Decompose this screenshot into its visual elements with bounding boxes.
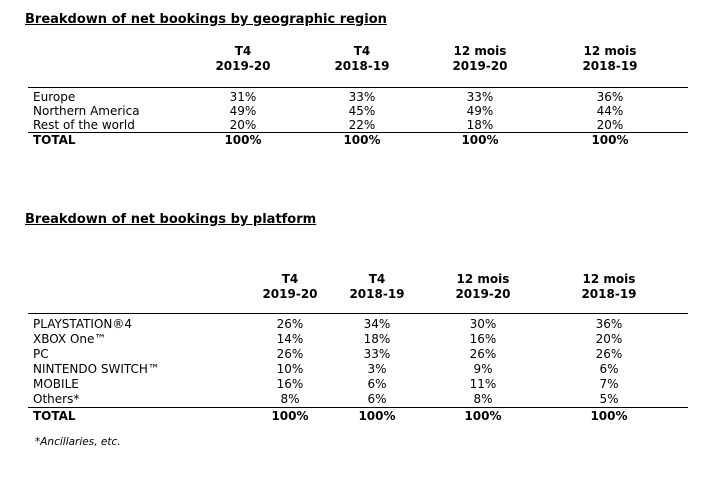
table-cell: 6% — [599, 362, 619, 376]
table-cell: 20% — [595, 332, 623, 346]
platform-values-col-4 — [559, 317, 659, 407]
table-cell: 18% — [466, 118, 494, 132]
header-line-2: 2019-20 — [262, 287, 318, 301]
region-total-cell: 100% — [461, 133, 499, 147]
header-line-1: T4 — [353, 44, 371, 58]
header-line-1: 12 mois — [582, 272, 636, 286]
table-cell: 6% — [367, 392, 387, 406]
region-total-cell: 100% — [343, 133, 381, 147]
platform-values-col-2 — [332, 317, 422, 407]
header-line-2: 2018-19 — [582, 59, 638, 73]
header-line-2: 2019-20 — [215, 59, 271, 73]
platform-header-col-4 — [559, 272, 659, 302]
platform-header-col-1 — [245, 272, 335, 302]
platform-total-rule — [28, 407, 688, 408]
platform-header-col-3 — [433, 272, 533, 302]
table-cell: 34% — [363, 317, 391, 331]
header-line-1: T4 — [368, 272, 386, 286]
table-cell: 26% — [595, 347, 623, 361]
table-cell: 22% — [348, 118, 376, 132]
region-header-col-1 — [198, 44, 288, 74]
table-cell: 33% — [348, 90, 376, 104]
header-line-1: T4 — [281, 272, 299, 286]
table-cell: 7% — [599, 377, 619, 391]
region-header-rule — [28, 87, 688, 88]
table-row-label: Rest of the world — [33, 118, 135, 132]
table-cell: 9% — [473, 362, 493, 376]
platform-total-cell: 100% — [590, 409, 628, 423]
region-header-col-4 — [560, 44, 660, 74]
table-cell: 20% — [596, 118, 624, 132]
table-cell: 26% — [469, 347, 497, 361]
region-total-cell: 100% — [224, 133, 262, 147]
region-values-col-1 — [198, 90, 288, 132]
region-table-title: Breakdown of net bookings by geographic region — [25, 12, 387, 27]
table-cell: 8% — [473, 392, 493, 406]
table-cell: 11% — [469, 377, 497, 391]
platform-header-col-2 — [332, 272, 422, 302]
table-row-label: PLAYSTATION®4 — [33, 317, 133, 331]
table-cell: 8% — [280, 392, 300, 406]
table-cell: 36% — [595, 317, 623, 331]
region-header-col-2 — [317, 44, 407, 74]
region-values-col-4 — [560, 90, 660, 132]
table-cell: 31% — [229, 90, 257, 104]
table-cell: 16% — [469, 332, 497, 346]
table-row-label: MOBILE — [33, 377, 79, 391]
table-cell: 16% — [276, 377, 304, 391]
region-values-col-3 — [430, 90, 530, 132]
platform-header-rule — [28, 313, 688, 314]
table-cell: 10% — [276, 362, 304, 376]
table-row-label: Europe — [33, 90, 76, 104]
platform-values-col-1 — [245, 317, 335, 407]
region-total-cell: 100% — [591, 133, 629, 147]
table-cell: 44% — [596, 104, 624, 118]
table-cell: 33% — [363, 347, 391, 361]
table-row-label: PC — [33, 347, 49, 361]
header-line-2: 2019-20 — [452, 59, 508, 73]
header-line-2: 2018-19 — [349, 287, 405, 301]
table-row-label: XBOX One™ — [33, 332, 107, 346]
region-values-col-2 — [317, 90, 407, 132]
table-cell: 14% — [276, 332, 304, 346]
region-label-column — [33, 90, 140, 132]
table-cell: 18% — [363, 332, 391, 346]
platform-values-col-3 — [433, 317, 533, 407]
header-line-2: 2019-20 — [455, 287, 511, 301]
platform-label-column — [33, 317, 160, 407]
header-line-1: T4 — [234, 44, 252, 58]
table-row-label: Northern America — [33, 104, 140, 118]
region-total-label: TOTAL — [33, 133, 76, 147]
header-line-1: 12 mois — [583, 44, 637, 58]
table-cell: 20% — [229, 118, 257, 132]
table-cell: 36% — [596, 90, 624, 104]
header-line-1: 12 mois — [456, 272, 510, 286]
table-cell: 33% — [466, 90, 494, 104]
table-cell: 26% — [276, 317, 304, 331]
table-cell: 45% — [348, 104, 376, 118]
table-cell: 5% — [599, 392, 619, 406]
platform-total-cell: 100% — [271, 409, 309, 423]
table-cell: 30% — [469, 317, 497, 331]
header-line-2: 2018-19 — [334, 59, 390, 73]
platform-total-cell: 100% — [358, 409, 396, 423]
region-header-col-3 — [430, 44, 530, 74]
footnote: *Ancillaries, etc. — [35, 436, 121, 448]
table-row-label: NINTENDO SWITCH™ — [33, 362, 160, 376]
table-row-label: Others* — [33, 392, 80, 406]
header-line-1: 12 mois — [453, 44, 507, 58]
table-cell: 26% — [276, 347, 304, 361]
platform-table-title: Breakdown of net bookings by platform — [25, 212, 317, 227]
table-cell: 3% — [367, 362, 387, 376]
platform-total-label: TOTAL — [33, 409, 76, 423]
table-cell: 49% — [466, 104, 494, 118]
header-line-2: 2018-19 — [581, 287, 637, 301]
table-cell: 49% — [229, 104, 257, 118]
platform-total-cell: 100% — [464, 409, 502, 423]
table-cell: 6% — [367, 377, 387, 391]
